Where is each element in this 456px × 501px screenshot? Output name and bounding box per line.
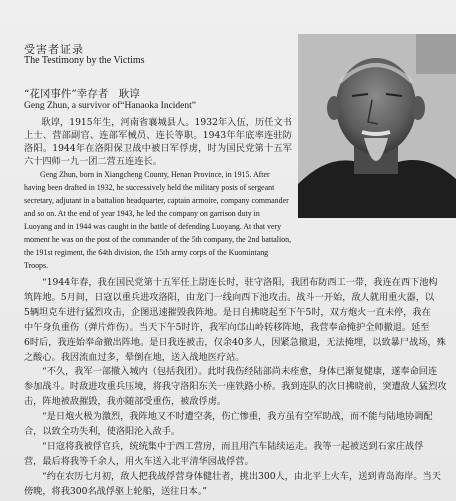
testimony-line: “是日炮火极为激烈，我阵地又不时遭空袭，伤亡惨重，我方虽有空军助战，而不能与陆地协调配 <box>42 411 433 423</box>
biography-en-line: Luoyang and in 1944 was caught in the battle of defending Luoyang. At that very <box>24 222 282 232</box>
testimony-line: 6时后，我连始奉命撤出阵地。是日我连被击，仅余40多人，因紧急撤退，无法掩埋，以致暴尸战场，殊 <box>24 336 446 348</box>
biography-en-line: the 191st regiment, the 64th division, the 15th army corps of the Kuomintang <box>24 248 269 258</box>
biography-en <box>24 168 296 272</box>
biography-cn: 耿谆，1915年生，河南省襄城县人。1932年入伍，历任文书上士、营部副官、连部军械员、连长等职。1943年年底率连驻防洛阳。1944年在洛阳保卫战中被日军俘虏，时为国民党第十五军六十四师一九一团二营五连连长。 <box>24 117 292 167</box>
testimony-line: “1944年春，我在国民党第十五军任上尉连长时，驻守洛阳，我团布防西工一带，我连在西下池构 <box>42 277 438 288</box>
testimony-line: “约在农历七月初，敌人把我战俘营身体健壮者，挑出300人，由北平上火车，送到青岛海岸。当天 <box>42 470 441 482</box>
testimony-line: 营，最后将我等千余人，用火车送入北平清华园战俘营。 <box>24 455 254 467</box>
biography-en-line: having been drafted in 1932, he successively held the military posts of sergeant <box>24 183 275 193</box>
biography-en-line: secretary, adjutant in a battalion headquarter, captain armoire, company commander <box>24 196 289 206</box>
portrait-photo <box>298 34 456 218</box>
testimony-line: 击，阵地被敌摧毁，我亦随部受重伤，被敌俘虏。 <box>24 396 227 408</box>
section-subtitle: The Testimony by the Victims <box>24 55 145 66</box>
testimony-line: 5辆坦克车进行猛烈攻击，企图迅速摧毁我阵地。是日自拂晓起至下午5时，双方炮火一直未停，我在 <box>24 306 431 318</box>
section-title: 受害者证录 <box>24 43 84 56</box>
testimony-line: 傍晚，将我300名战俘驱上轮船，送往日本。” <box>24 485 208 497</box>
biography-en-line: and so on. At the end of year 1943, he led the company on garrison duty in <box>24 209 260 219</box>
testimony-line: 参加战斗。时敌进攻重兵压境，将我守洛阳东关一座铁路小桥。我到连队的次日拂晓前，突遭敌人猛烈攻 <box>24 381 447 393</box>
testimony-line: 筑阵地。5月间，日寇以重兵进攻洛阳，由龙门一线向西下池攻击。战斗一开始，敌人就用重火器，以 <box>24 291 435 303</box>
testimony-text <box>24 276 448 500</box>
testimony-line: 合，以致全功失利，使洛阳沦入敌手。 <box>24 426 181 438</box>
testimony-line: 之酸心。我因流血过多，晕倒在地，送入战地医疗站。 <box>24 351 245 363</box>
testimony-line: “不久，我军一部撤入城内（包括我团）。此时我伤经陆部尚未痊愈，身体已渐复健康，遂奉命回连 <box>42 366 438 378</box>
biography-en-line: Troops. <box>24 261 49 271</box>
testimony-line: 中午身负重伤（弹片炸伤）。当天下午5时许，我军向邙山岭转移阵地，我营奉命掩护全师撤退。延至 <box>24 321 430 333</box>
survivor-heading-en: Geng Zhun, a survivor of“Hanaoka Incident” <box>24 101 196 111</box>
biography-en-line: moment he was on the post of the commander of the 5th company, the 2nd battalion, <box>24 235 292 245</box>
biography-en-line: Geng Zhun, born in Xiangcheng County, Henan Province, in 1915. After <box>40 170 270 179</box>
testimony-line: “日寇将我被俘官兵，统统集中于西工营房，而且用汽车陆续运走。我等一起被送到石家庄战俘 <box>42 440 424 452</box>
survivor-heading-cn: “花冈事件”幸存者 耿谆 <box>24 88 140 100</box>
